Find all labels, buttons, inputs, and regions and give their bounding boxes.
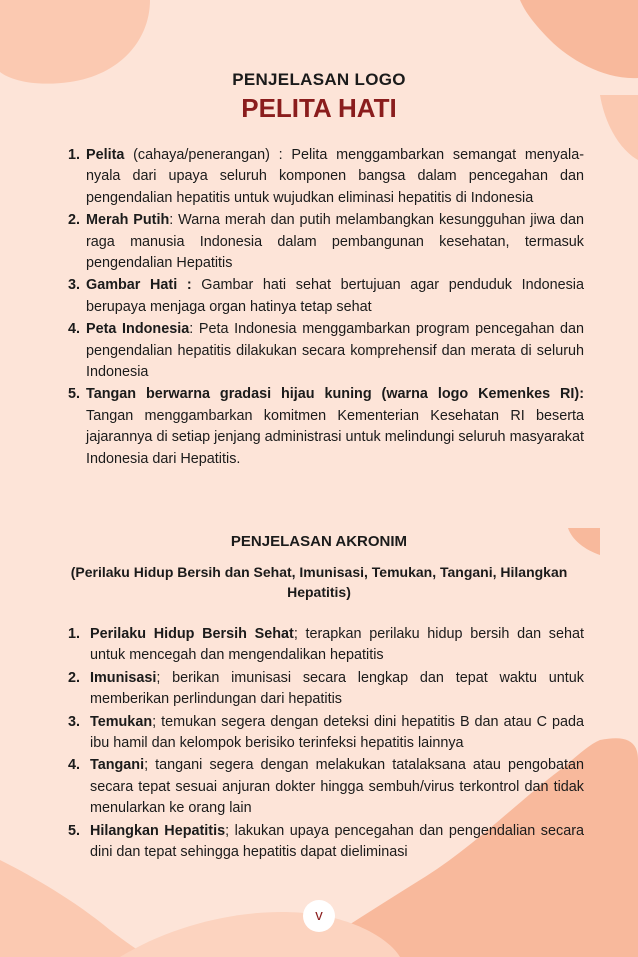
akronim-section-subtitle: (Perilaku Hidup Bersih dan Sehat, Imunisasi, Temukan, Tangani, Hilangkan Hepatitis) [70,564,568,600]
list-item: 4. Tangani; tangani segera dengan melakukan tatalaksana atau pengobatan secara tepat sesuai anjuran dokter hingga sembuh/virus terkontrol dan tidak menularkan ke orang lain [68,757,584,817]
akronim-section-title: PENJELASAN AKRONIM [230,533,408,550]
akronim-explanation-list [68,624,584,864]
list-item: 2. Imunisasi; berikan imunisasi secara lengkap dan tepat waktu untuk memberikan perlindungan dari hepatitis [68,669,584,708]
list-item: 5. Hilangkan Hepatitis; lakukan upaya pencegahan dan pengendalian secara dini dan tepat sehingga hepatitis dapat dieliminasi [68,822,585,861]
logo-section-subtitle: PELITA HATI [241,93,397,123]
list-item: 1. Perilaku Hidup Bersih Sehat; terapkan perilaku hidup bersih dan sehat untuk mencegah dan mengendalikan hepatitis [68,626,584,664]
logo-explanation-list [68,145,584,471]
list-item: 3. Gambar Hati : Gambar hati sehat bertujuan agar penduduk Indonesia berupaya menjaga organ hatinya tetap sehat [68,277,584,315]
list-item: 2. Merah Putih: Warna merah dan putih melambangkan kesungguhan jiwa dan raga manusia Indonesia dalam pembangunan kesehatan, termasuk pengendalian Hepatitis [68,212,584,272]
list-item: 3. Temukan; temukan segera dengan deteksi dini hepatitis B dan atau C pada ibu hamil dan kelompok berisiko terinfeksi hepatitis lainnya [68,713,584,752]
list-item: 1. Pelita (cahaya/penerangan) : Pelita menggambarkan semangat menyala-nyala dari upaya seluruh komponen bangsa dalam pencegahan dan pengendalian hepatitis untuk wujudkan eliminasi hepatitis di Indonesia [68,147,584,206]
list-item: 5. Tangan berwarna gradasi hijau kuning (warna logo Kemenkes RI): Tangan menggambarkan komitmen Kementerian Kesehatan RI beserta jajarannya di setiap jenjang administrasi untuk melindungi seluruh masyarakat Indonesia dari Hepatitis. [68,386,584,467]
logo-section-title: PENJELASAN LOGO [232,70,406,89]
list-item: 4. Peta Indonesia: Peta Indonesia menggambarkan program pencegahan dan pengendalian hepatitis dilakukan secara komprehensif dan merata di seluruh Indonesia [68,321,584,381]
page-number: v [303,900,335,932]
